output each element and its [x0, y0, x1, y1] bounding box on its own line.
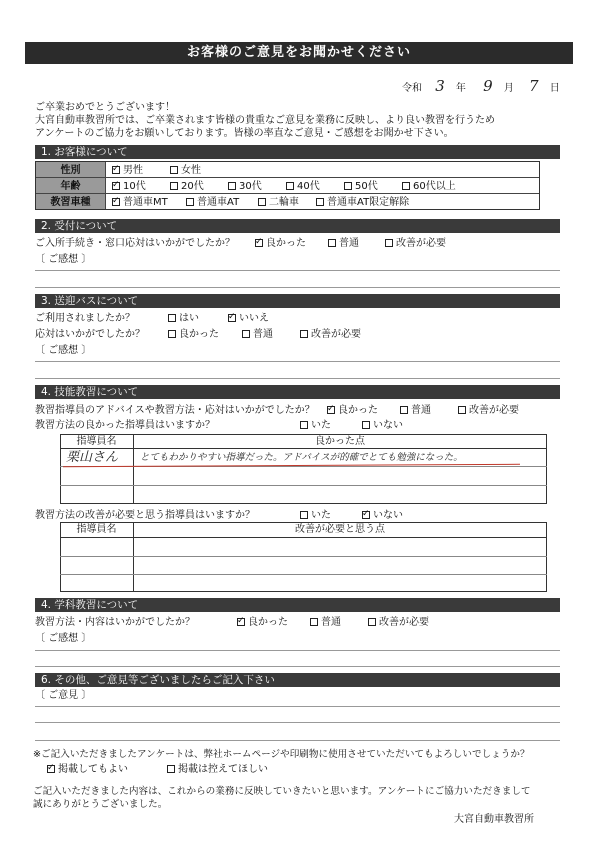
checkbox-icon[interactable] — [400, 406, 408, 414]
checkbox-icon[interactable] — [170, 182, 178, 190]
s3-option-yes[interactable]: はい — [168, 313, 199, 325]
date-line — [402, 77, 560, 95]
s5-impression-label: 〔 ご感想 〕 — [35, 633, 92, 644]
s2-writing-line[interactable] — [35, 287, 560, 288]
checkbox-icon[interactable] — [300, 511, 308, 519]
table1-instructor-name[interactable]: 栗山さん — [66, 450, 119, 465]
s4-option-good[interactable]: ✓ 良かった — [327, 405, 378, 417]
checkbox-icon[interactable] — [362, 421, 370, 429]
s4-question-advice: 教習指導員のアドバイスや教習方法・応対はいかがでしたか？ — [35, 405, 315, 416]
intro-line-3: アンケートのご協力をお願いしております。皆様の率直なご意見・ご感想をお聞かせ下さい。 — [35, 128, 454, 139]
s3-option-needs-improvement[interactable]: 改善が必要 — [300, 329, 361, 341]
gender-label: 性別 — [60, 165, 81, 176]
signature: 大宮自動車教習所 — [454, 814, 534, 825]
s4-question-good-instructor: 教習方法の良かった指導員はいますか？ — [35, 420, 215, 431]
s3-writing-line[interactable] — [35, 378, 560, 379]
s2-option-needs-improvement[interactable]: 改善が必要 — [385, 238, 446, 250]
s2-option-good[interactable]: ✓ 良かった — [255, 238, 306, 250]
date-era: 令和 — [402, 83, 422, 94]
s5-writing-line[interactable] — [35, 666, 560, 667]
s3-option-good[interactable]: 良かった — [168, 329, 219, 341]
s5-option-needs-improvement[interactable]: 改善が必要 — [368, 617, 429, 629]
s3-writing-line[interactable] — [35, 361, 560, 362]
section2-heading: 2. 受付について — [35, 219, 560, 233]
consent-question: ※ご記入いただきましたアンケートは、弊社ホームページや印刷物に使用させていただいてもよろしいでしょうか？ — [33, 749, 530, 760]
checkbox-icon[interactable] — [368, 618, 376, 626]
checkbox-icon[interactable] — [458, 406, 466, 414]
s2-writing-line[interactable] — [35, 270, 560, 271]
date-day-unit: 日 — [549, 83, 560, 94]
checkbox-icon[interactable] — [242, 330, 250, 338]
checkbox-icon[interactable] — [310, 618, 318, 626]
checkbox-icon[interactable] — [300, 330, 308, 338]
divider — [36, 177, 539, 178]
divider — [36, 193, 539, 194]
checkbox-checked-icon[interactable] — [327, 406, 335, 414]
checkbox-checked-icon[interactable] — [362, 511, 370, 519]
checkbox-icon[interactable] — [328, 239, 336, 247]
date-month[interactable]: 9 — [483, 77, 493, 95]
s4-option-average[interactable]: 普通 — [400, 405, 431, 417]
s2-option-average[interactable]: 普通 — [328, 238, 359, 250]
s5-writing-line[interactable] — [35, 650, 560, 651]
s2-impression-label: 〔 ご感想 〕 — [35, 254, 92, 265]
s6-opinion-label: 〔 ご意見 〕 — [35, 690, 92, 701]
s6-writing-line[interactable] — [35, 740, 560, 741]
checkbox-icon[interactable] — [170, 166, 178, 174]
checkbox-icon[interactable] — [316, 198, 324, 206]
s4-question-improve-instructor: 教習方法の改善が必要と思う指導員はいますか？ — [35, 510, 255, 521]
checkbox-checked-icon[interactable] — [255, 239, 263, 247]
s3-option-average[interactable]: 普通 — [242, 329, 273, 341]
section1-heading: 1. お客様について — [35, 145, 560, 159]
consent-decline-option[interactable]: 掲載は控えてほしい — [167, 764, 268, 776]
s6-writing-line[interactable] — [35, 706, 560, 707]
checkbox-checked-icon[interactable] — [112, 182, 120, 190]
vehicle-at-release-option[interactable]: 普通車AT限定解除 — [316, 197, 409, 209]
section6-heading: 6. その他、ご意見等ございましたらご記入下さい — [35, 673, 560, 687]
date-year-unit: 年 — [455, 83, 466, 94]
s4-improve-option-existed[interactable]: いた — [300, 510, 331, 522]
divider — [60, 556, 547, 557]
s3-impression-label: 〔 ご感想 〕 — [35, 345, 92, 356]
divider — [60, 448, 547, 449]
checkbox-icon[interactable] — [168, 314, 176, 322]
s5-question: 教習方法・内容はいかがでしたか？ — [35, 617, 195, 628]
age-10s-option[interactable]: ✓ 10代 — [112, 181, 146, 193]
age-30s-option[interactable]: 30代 — [228, 181, 262, 193]
s5-option-good[interactable]: ✓ 良かった — [237, 617, 288, 629]
s4-improve-option-none[interactable]: ✓ いない — [362, 510, 403, 522]
checkbox-checked-icon[interactable] — [47, 765, 55, 773]
checkbox-icon[interactable] — [385, 239, 393, 247]
s2-question: ご入所手続き・窓口応対はいかがでしたか？ — [35, 238, 235, 249]
age-40s-option[interactable]: 40代 — [286, 181, 320, 193]
s5-option-average[interactable]: 普通 — [310, 617, 341, 629]
date-day[interactable]: 7 — [529, 77, 539, 95]
table2-header-name: 指導員名 — [76, 524, 117, 535]
checkbox-icon[interactable] — [344, 182, 352, 190]
checkbox-checked-icon[interactable] — [112, 166, 120, 174]
closing-line-2: 誠にありがとうございました。 — [33, 799, 168, 810]
table1-good-comment[interactable]: とてもわかりやすい指導だった。アドバイスが的確でとても勉強になった。 — [140, 452, 463, 463]
gender-male-option[interactable]: ✓ 男性 — [112, 165, 143, 177]
section4-heading: 4. 技能教習について — [35, 385, 560, 399]
checkbox-icon[interactable] — [402, 182, 410, 190]
s3-question-service: 応対はいかがでしたか？ — [35, 329, 145, 340]
age-label: 年齢 — [60, 181, 81, 192]
date-year[interactable]: 3 — [435, 77, 445, 95]
section3-heading: 3. 送迎バスについて — [35, 294, 560, 308]
checkbox-icon[interactable] — [186, 198, 194, 206]
age-60s-option[interactable]: 60代以上 — [402, 181, 456, 193]
table2-header-improve-points: 改善が必要と思う点 — [295, 524, 385, 535]
checkbox-icon[interactable] — [286, 182, 294, 190]
vehicle-at-option[interactable]: 普通車AT — [186, 197, 239, 209]
vehicle-label: 教習車種 — [50, 197, 91, 208]
divider — [60, 574, 547, 575]
vehicle-mt-option[interactable]: ✓ 普通車MT — [112, 197, 168, 209]
checkbox-icon[interactable] — [168, 330, 176, 338]
consent-allow-option[interactable]: ✓掲載してもよい — [47, 764, 128, 776]
checkbox-checked-icon[interactable] — [112, 198, 120, 206]
vehicle-motorcycle-option[interactable]: 二輪車 — [258, 197, 299, 209]
age-50s-option[interactable]: 50代 — [344, 181, 378, 193]
divider — [60, 537, 547, 538]
s3-question-use: ご利用されましたか？ — [35, 313, 135, 324]
table1-header-name: 指導員名 — [76, 436, 117, 447]
intro-line-1: ご卒業おめでとうございます！ — [35, 102, 175, 113]
intro-line-2: 大宮自動車教習所では、ご卒業されます皆様の貴重なご意見を業務に反映し、より良い教習を行うため — [35, 115, 495, 126]
section5-heading: 4. 学科教習について — [35, 598, 560, 612]
checkbox-checked-icon[interactable] — [228, 314, 236, 322]
closing-line-1: ご記入いただきました内容は、これからの業務に反映していきたいと思います。アンケートにご協力いただきまして — [33, 786, 531, 797]
form-title: お客様のご意見をお聞かせください — [25, 42, 573, 64]
s6-writing-line[interactable] — [35, 722, 560, 723]
s3-option-no[interactable]: ✓ いいえ — [228, 313, 269, 325]
s4-option-none[interactable]: いない — [362, 420, 403, 432]
checkbox-icon[interactable] — [258, 198, 266, 206]
age-20s-option[interactable]: 20代 — [170, 181, 204, 193]
s4-option-needs-improvement[interactable]: 改善が必要 — [458, 405, 519, 417]
divider — [60, 485, 547, 486]
checkbox-icon[interactable] — [228, 182, 236, 190]
checkbox-icon[interactable] — [167, 765, 175, 773]
date-month-unit: 月 — [503, 83, 514, 94]
s4-option-existed[interactable]: いた — [300, 420, 331, 432]
gender-female-option[interactable]: 女性 — [170, 165, 201, 177]
table1-header-good-points: 良かった点 — [315, 436, 365, 447]
checkbox-checked-icon[interactable] — [237, 618, 245, 626]
divider — [105, 162, 106, 209]
checkbox-icon[interactable] — [300, 421, 308, 429]
